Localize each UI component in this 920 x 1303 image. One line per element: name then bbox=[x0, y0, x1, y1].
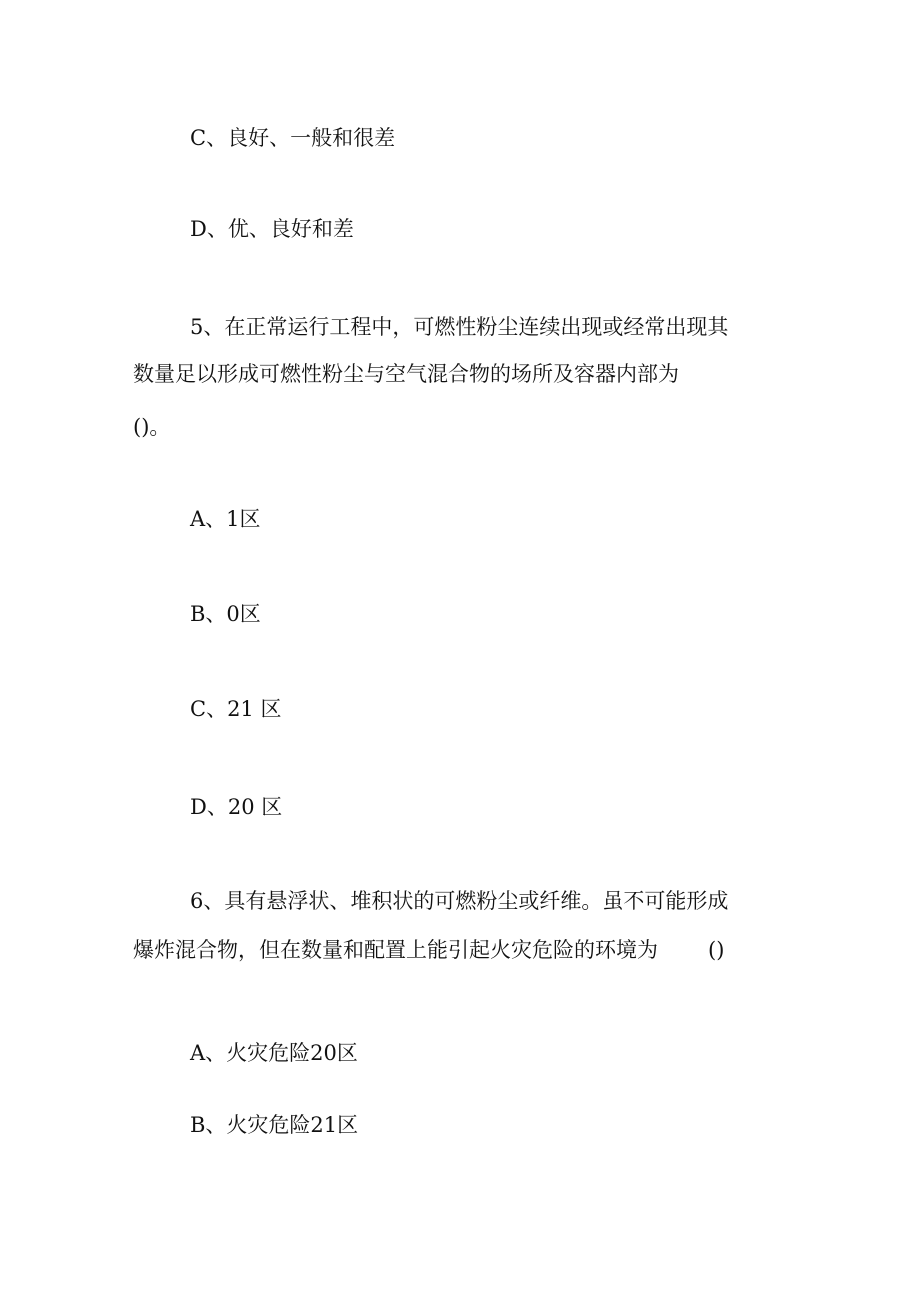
q5-stem-line-2: 数量足以形成可燃性粉尘与空气混合物的场所及容器内部为 bbox=[133, 362, 679, 386]
q5-option-c: C、21 区 bbox=[190, 697, 282, 721]
q5-stem-line-1: 5、在正常运行工程中，可燃性粉尘连续出现或经常出现其 bbox=[190, 315, 729, 339]
q4-option-d: D、优、良好和差 bbox=[190, 217, 354, 241]
q6-stem-line-1: 6、具有悬浮状、堆积状的可燃粉尘或纤维。虽不可能形成 bbox=[190, 889, 729, 913]
q5-option-a: A、1区 bbox=[190, 507, 261, 531]
q5-stem-line-3: ()。 bbox=[133, 415, 171, 439]
q5-option-d: D、20 区 bbox=[190, 795, 283, 819]
q6-option-b: B、火灾危险21区 bbox=[190, 1113, 359, 1137]
q6-answer-blank: () bbox=[708, 938, 725, 962]
q4-option-c: C、良好、一般和很差 bbox=[190, 126, 396, 150]
q5-option-b: B、0区 bbox=[190, 602, 261, 626]
q6-option-a: A、火灾危险20区 bbox=[190, 1041, 358, 1065]
q6-stem-line-2: 爆炸混合物，但在数量和配置上能引起火灾危险的环境为 bbox=[133, 938, 658, 962]
